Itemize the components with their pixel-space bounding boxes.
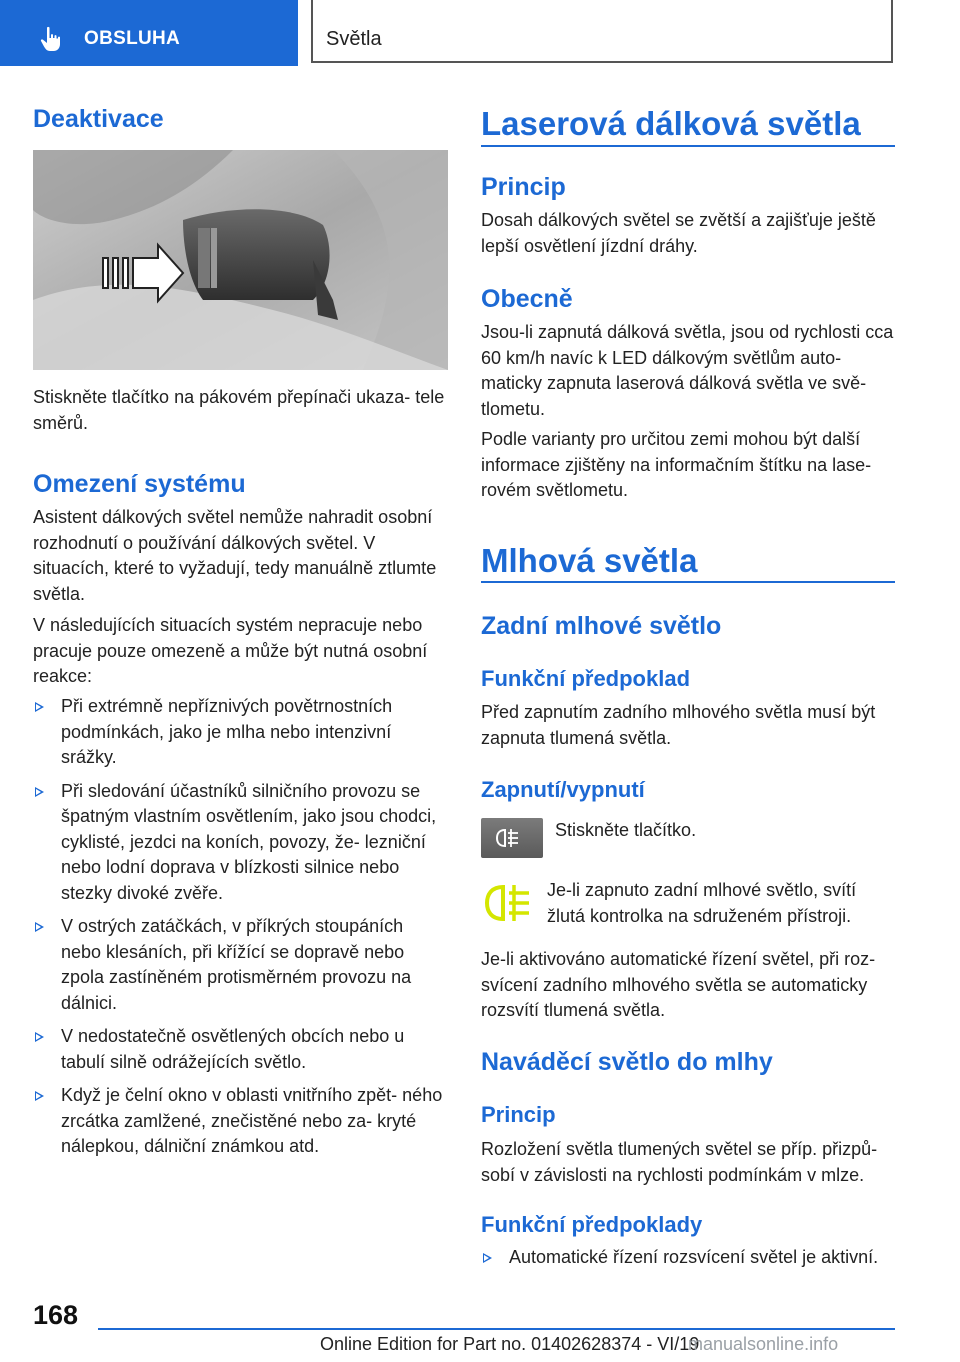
paragraph-jeli-zapnuto: Je-li zapnuto zadní mlhové světlo, svítí žlutá kontrolka na sdruženém přístroji. (547, 880, 857, 926)
paragraph-funkcni: Před zapnutím zadního mlhového světla musí být zapnuta tlumená světla. (481, 702, 876, 748)
paragraph-press-lever: Stiskněte tlačítko na pákovém přepínači ukaza- tele směrů. (33, 387, 445, 433)
footer-watermark: manualsonline.info (688, 1334, 839, 1354)
heading-omezeni: Omezení systému (33, 470, 246, 498)
rear-fog-indicator-icon (481, 880, 535, 926)
hand-pointer-icon (40, 26, 62, 52)
heading-princip: Princip (481, 173, 566, 201)
heading-funkcni-2: Funkční předpoklady (481, 1212, 703, 1237)
page-number: 168 (33, 1300, 79, 1330)
heading-funkcni: Funkční předpoklad (481, 666, 691, 691)
paragraph-stisknete: Stiskněte tlačítko. (555, 820, 697, 840)
prerequisites-list (481, 1245, 895, 1279)
list-item: Když je čelní okno v oblasti vnitřního zpět- ného zrcátka zamlžené, znečistěné nebo za- kryté nálepkou, dálniční známkou atd. (33, 1083, 448, 1160)
bullet-triangle-icon (35, 702, 44, 712)
paragraph-princip: Dosah dálkových světel se zvětší a zajišťuje ještě lepší osvětlení jízdní dráhy. (481, 210, 876, 256)
heading-princip-2: Princip (481, 1102, 556, 1127)
bullet-triangle-icon (35, 922, 44, 932)
paragraph-jeli-aktivovano: Je-li aktivováno automatické řízení světel, při roz- svícení zadního mlhového světla se automaticky rozsvítí tlumená světla. (481, 949, 876, 1020)
heading-zadni: Zadní mlhové světlo (481, 612, 722, 640)
list-item: Při extrémně nepříznivých povětrnostních podmínkách, jako je mlha nebo intenzivní srážky. (33, 694, 448, 771)
paragraph-princip-2: Rozložení světla tlumených světel se příp. přizpů- sobí v závislosti na rychlosti podmínkám v mlze. (481, 1139, 878, 1185)
list-item: V ostrých zatáčkách, v příkrých stoupáních nebo klesáních, při křížící se dopravě nebo zpola zastíněném protisměrném provozu na dálnici. (33, 914, 448, 1016)
list-item: Automatické řízení rozsvícení světel je aktivní. (481, 1245, 895, 1271)
chapter-label: OBSLUHA (84, 28, 181, 49)
chapter-tab[interactable] (0, 0, 298, 66)
bullet-triangle-icon (35, 1032, 44, 1042)
heading-laser: Laserová dálková světla (481, 105, 861, 142)
footer-edition: Online Edition for Part no. 01402628374 - VI/19 (320, 1334, 700, 1354)
lever-illustration (33, 150, 448, 370)
list-item: Při sledování účastníků silničního provozu se špatným vlastním osvětlením, jako jsou chodci, cyklisté, jezdci na koních, povozy, že- lezniční nebo lodní doprava v blízkosti silnice nebo stezky divoké zvěře. (33, 779, 448, 907)
limitations-list (33, 694, 448, 1168)
paragraph-obecne-1: Jsou-li zapnutá dálková světla, jsou od rychlosti cca 60 km/h navíc k LED dálkovým světlům auto- maticky zapnuta laserová dálková světla ve svě- tlometu. (481, 322, 894, 419)
bullet-triangle-icon (35, 1091, 44, 1101)
heading-rule (481, 145, 895, 147)
bullet-triangle-icon (483, 1253, 492, 1263)
heading-deaktivace: Deaktivace (33, 105, 164, 133)
section-header (311, 0, 893, 63)
heading-mlhova: Mlhová světla (481, 542, 698, 579)
paragraph-asistent: Asistent dálkových světel nemůže nahradit osobní rozhodnutí o používání dálkových světel. V situacích, které to vyžadují, tedy manuálně ztlumte světla. (33, 507, 437, 604)
heading-zapnuti: Zapnutí/vypnutí (481, 777, 645, 802)
heading-rule (481, 581, 895, 583)
turn-signal-lever-photo (33, 150, 448, 370)
footer-rule (98, 1328, 895, 1330)
rear-fog-button-icon (481, 818, 543, 858)
paragraph-obecne-2: Podle varianty pro určitou zemi mohou být další informace zjištěny na informačním štítku na lase- rovém světlometu. (481, 429, 872, 500)
section-label: Světla (326, 28, 382, 50)
bullet-triangle-icon (35, 787, 44, 797)
paragraph-nasledujicich: V následujících situacích systém nepracuje nebo pracuje pouze omezeně a může být nutná osobní reakce: (33, 615, 428, 686)
list-item: V nedostatečně osvětlených obcích nebo u tabulí silně odrážejících světlo. (33, 1024, 448, 1075)
heading-navadeci: Naváděcí světlo do mlhy (481, 1048, 773, 1076)
heading-obecne: Obecně (481, 285, 573, 313)
